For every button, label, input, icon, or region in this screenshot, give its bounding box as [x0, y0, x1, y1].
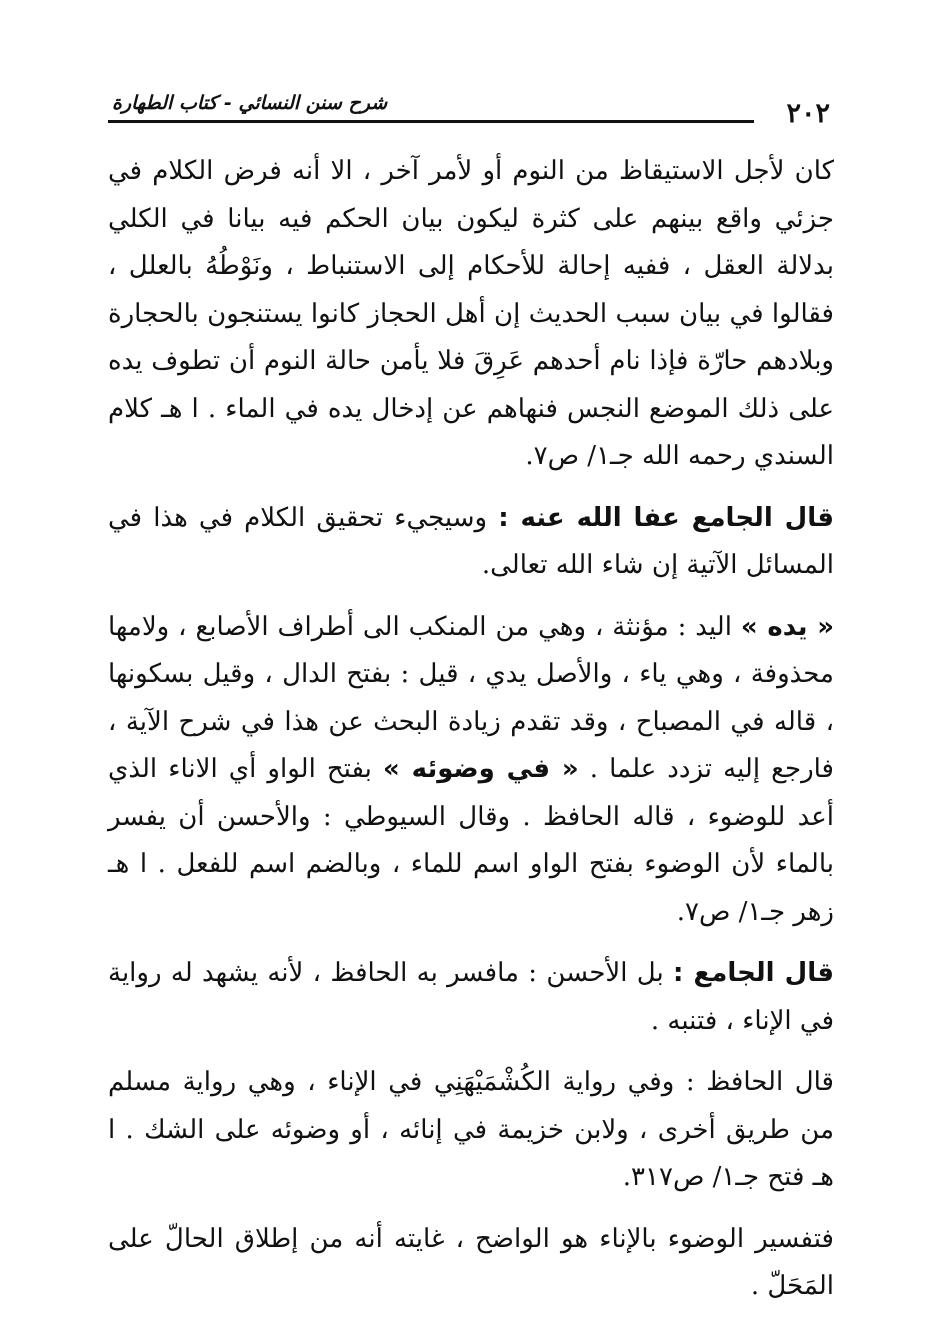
paragraph-text: اليد : مؤنثة ، وهي من المنكب الى أطراف الأصابع ، ولامها محذوفة ، وهي ياء ، والأصل يدي ، قيل : بفتح الدال ، وقيل بسكونها ، قاله في المصباح ، وقد تقدم زيادة البحث عن هذا في شرح الآية ، فارجع إليه تزدد علما . — [108, 611, 834, 784]
paragraph-3 — [108, 604, 834, 937]
page-body — [108, 148, 834, 1325]
paragraph-lead: « يده » — [740, 611, 834, 642]
paragraph-4 — [108, 950, 834, 1045]
paragraph-text: قال الحافظ : وفي رواية الكُشْمَيْهَنِي في الإناء ، وهي رواية مسلم من طريق أخرى ، ولابن خزيمة في إنائه ، أو وضوئه على الشك . ا هـ فتح جـ١/ ص٣١٧. — [108, 1067, 834, 1192]
page-number: ٢٠٢ — [786, 98, 830, 129]
paragraph-lead-2: « في وضوئه » — [383, 754, 579, 784]
paragraph-1 — [108, 148, 834, 481]
paragraph-5 — [108, 1059, 834, 1202]
book-title: شرح سنن النسائي - كتاب الطهارة — [108, 92, 391, 114]
paragraph-text: فتفسير الوضوء بالإناء هو الواضح ، غايته أنه من إطلاق الحالّ على المَحَلّ . — [108, 1223, 834, 1301]
paragraph-text: كان لأجل الاستيقاظ من النوم أو لأمر آخر ، الا أنه فرض الكلام في جزئي واقع بينهم على كثرة ليكون بيان الحكم فيه بيانا في الكلي بدلالة العقل ، ففيه إحالة للأحكام إلى الاستنباط ، ونَوْطُهُ بالعلل ، فقالوا في بيان سبب الحديث إن أهل الحجاز كانوا يستنجون بالحجارة وبلادهم حارّة فإذا نام أحدهم عَرِقَ فلا يأمن حالة النوم أن تطوف يده على ذلك الموضع النجس فنهاهم عن إدخال يده في الماء . ا هـ كلام السندي رحمه الله جـ١/ ص٧. — [108, 156, 834, 471]
page-header — [108, 92, 830, 132]
paragraph-text-2: بفتح الواو أي الاناء الذي أعد للوضوء ، قاله الحافظ . وقال السيوطي : والأحسن أن يفسر بالماء لأن الوضوء بفتح الواو اسم للماء ، وبالضم اسم للفعل . ا هـ زهر جـ١/ ص٧. — [108, 754, 834, 927]
paragraph-2 — [108, 495, 834, 590]
paragraph-6 — [108, 1216, 834, 1311]
header-rule — [108, 120, 754, 123]
paragraph-text: وسيجيء تحقيق الكلام في هذا في المسائل الآتية إن شاء الله تعالى. — [108, 502, 834, 580]
paragraph-text: بل الأحسن : مافسر به الحافظ ، لأنه يشهد له رواية في الإناء ، فتنبه . — [108, 958, 834, 1036]
paragraph-lead: قال الجامع : — [673, 958, 834, 988]
paragraph-lead: قال الجامع عفا الله عنه : — [498, 502, 834, 533]
